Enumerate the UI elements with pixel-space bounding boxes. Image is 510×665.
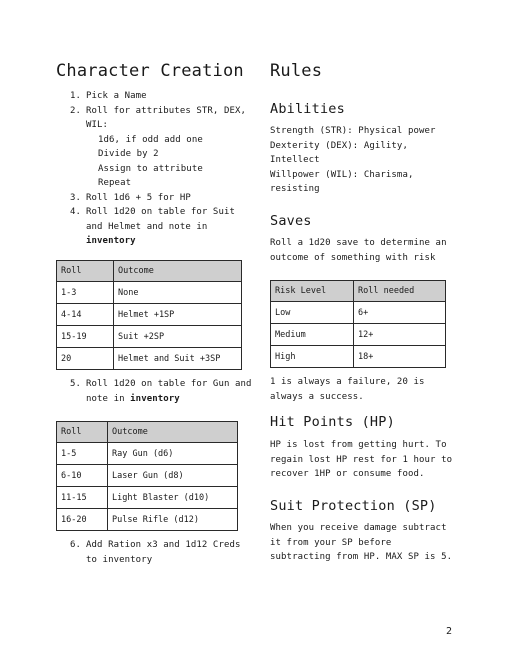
table-cell: Medium	[271, 324, 354, 346]
abilities-heading: Abilities	[270, 101, 345, 117]
steps-list-b	[56, 377, 256, 406]
table-cell: 4-14	[57, 304, 114, 326]
step-4	[56, 205, 256, 249]
step-3	[56, 191, 256, 206]
column-header: Roll	[57, 261, 114, 282]
column-header: Risk Level	[271, 281, 354, 302]
table-cell: Ray Gun (d6)	[108, 443, 238, 465]
table-cell: High	[271, 346, 354, 368]
table-cell: Suit +2SP	[114, 326, 242, 348]
step-number: 6.	[70, 540, 82, 550]
bold-term: inventory	[86, 236, 136, 246]
table-row	[57, 487, 238, 509]
step-text: Pick a Name	[86, 91, 147, 101]
suit-helmet-table	[56, 260, 242, 370]
step-text: Roll 1d20 on table for Gun and note in	[86, 379, 252, 404]
hit-points-text: HP is lost from getting hurt. To regain lost HP rest for 1 hour to recover 1HP or consume food.	[270, 440, 453, 479]
saves-text: Roll a 1d20 save to determine an outcome of something with risk	[270, 238, 447, 263]
table-row	[57, 443, 238, 465]
rules-title: Rules	[270, 61, 323, 81]
step-number: 5.	[70, 379, 82, 389]
table-row	[57, 465, 238, 487]
table-header-row	[57, 261, 242, 282]
table-row	[57, 509, 238, 531]
table-cell: Helmet +1SP	[114, 304, 242, 326]
step-1	[56, 89, 256, 104]
table-header-row	[57, 422, 238, 443]
table-cell: Helmet and Suit +3SP	[114, 348, 242, 370]
ability-line: Strength (STR): Physical power	[270, 126, 436, 136]
column-header: Outcome	[108, 422, 238, 443]
table-cell: Laser Gun (d8)	[108, 465, 238, 487]
column-header: Roll	[57, 422, 108, 443]
sub-step: Assign to attribute	[98, 163, 203, 174]
table-row	[271, 302, 446, 324]
saves-heading: Saves	[270, 213, 312, 229]
steps-list-c	[56, 538, 256, 567]
table-cell: 6+	[354, 302, 446, 324]
table-cell: 20	[57, 348, 114, 370]
step-number: 1.	[70, 91, 82, 101]
table-cell: None	[114, 282, 242, 304]
table-row	[271, 324, 446, 346]
step-number: 4.	[70, 207, 82, 217]
ability-line: Willpower (WIL): Charisma, resisting	[270, 169, 414, 194]
ability-line: Dexterity (DEX): Agility, Intellect	[270, 140, 408, 165]
table-row	[57, 326, 242, 348]
table-row	[57, 304, 242, 326]
risk-level-table	[270, 280, 446, 368]
table-row	[271, 346, 446, 368]
step-5	[56, 377, 256, 406]
table-cell: Low	[271, 302, 354, 324]
table-cell: 11-15	[57, 487, 108, 509]
sub-step: Divide by 2	[98, 149, 159, 159]
step-text: Add Ration x3 and 1d12 Creds to inventory	[86, 540, 241, 565]
step-text: Roll 1d20 on table for Suit and Helmet and note in	[86, 207, 235, 232]
step-text: Roll 1d6 + 5 for HP	[86, 192, 191, 203]
table-cell: 16-20	[57, 509, 108, 531]
gun-table	[56, 421, 238, 531]
table-cell: Light Blaster (d10)	[108, 487, 238, 509]
step-number: 3.	[70, 192, 82, 203]
hit-points-heading: Hit Points (HP)	[270, 414, 395, 430]
sub-step: Repeat	[98, 178, 132, 188]
bold-term: inventory	[130, 393, 180, 404]
column-header: Roll needed	[354, 281, 446, 302]
character-creation-title: Character Creation	[56, 61, 244, 81]
table-row	[57, 282, 242, 304]
step-text: Roll for attributes STR, DEX, WIL:	[86, 105, 247, 130]
suit-protection-heading: Suit Protection (SP)	[270, 498, 437, 514]
table-cell: 15-19	[57, 326, 114, 348]
table-header-row	[271, 281, 446, 302]
step-6	[56, 538, 256, 567]
page-number: 2	[446, 626, 453, 637]
table-cell: Pulse Rifle (d12)	[108, 509, 238, 531]
table-row	[57, 348, 242, 370]
table-cell: 1-5	[57, 443, 108, 465]
suit-protection-text: When you receive damage subtract it from your SP before subtracting from HP. MAX SP is 5.	[270, 523, 453, 562]
table-cell: 18+	[354, 346, 446, 368]
column-header: Outcome	[114, 261, 242, 282]
table-cell: 12+	[354, 324, 446, 346]
step-2	[56, 104, 256, 133]
abilities-text	[270, 124, 456, 197]
step-number: 2.	[70, 105, 82, 116]
table-cell: 6-10	[57, 465, 108, 487]
table-cell: 1-3	[57, 282, 114, 304]
sub-step: 1d6, if odd add one	[98, 134, 203, 145]
steps-list-a	[56, 89, 256, 249]
saves-note: 1 is always a failure, 20 is always a success.	[270, 377, 425, 402]
